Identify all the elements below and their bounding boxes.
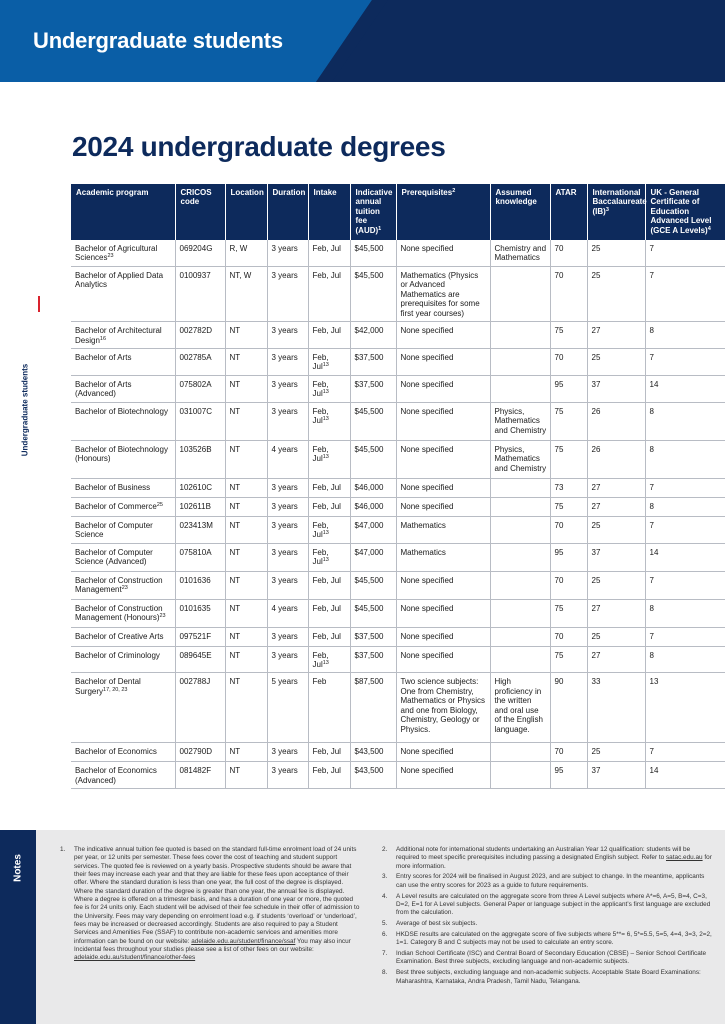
cell-fee: $45,500: [350, 571, 396, 599]
cell-intake: Feb, Jul$^{13}$: [308, 348, 350, 375]
cell-location: NT: [225, 543, 267, 571]
cell-fee: $37,500: [350, 348, 396, 375]
column-header: Assumed knowledge: [490, 184, 550, 240]
cell-prerequisites: None specified: [396, 762, 490, 789]
table-row: [71, 743, 725, 762]
cell-ib: 37: [587, 762, 645, 789]
table-row: [71, 543, 725, 571]
cell-duration: 3 years: [267, 266, 308, 321]
cell-prerequisites: None specified: [396, 402, 490, 440]
cell-ib: 25: [587, 266, 645, 321]
cell-gce: 14: [645, 543, 725, 571]
cell-ib: 25: [587, 627, 645, 646]
cell-fee: $47,000: [350, 516, 396, 543]
cell-ib: 27: [587, 478, 645, 497]
cell-ib: 27: [587, 322, 645, 349]
header-banner: [0, 0, 725, 82]
cell-duration: 3 years: [267, 646, 308, 673]
cell-atar: 95: [550, 543, 587, 571]
cell-intake: Feb, Jul$^{13}$: [308, 543, 350, 571]
footnote-ref: 17, 20, 23: [103, 686, 128, 693]
note-link[interactable]: adelaide.edu.au/student/finance/other-fees: [74, 954, 196, 962]
cell-atar: 95: [550, 762, 587, 789]
note-text: Indian School Certificate (ISC) and Central Board of Secondary Education (CBSE) – Senior School Certificate Examination. Best three subjects, excluding language and non-academic subjects.: [396, 950, 707, 966]
cell-duration: 3 years: [267, 322, 308, 349]
table-row: [71, 240, 725, 266]
cell-prerequisites: Two science subjects: One from Chemistry, Mathematics or Physics and one from Biology, Chemistry, Geology or Physics.: [396, 673, 490, 743]
cell-duration: 4 years: [267, 440, 308, 478]
cell-cricos-code: 102610C: [175, 478, 225, 497]
footnote-ref: 13: [322, 660, 329, 666]
footnote-ref: 16: [99, 335, 107, 342]
cell-fee: $45,500: [350, 440, 396, 478]
cell-program: Bachelor of Arts (Advanced): [71, 375, 175, 402]
cell-fee: $47,000: [350, 543, 396, 571]
note-link[interactable]: adelaide.edu.au/student/finance/ssaf: [191, 937, 296, 945]
cell-intake: Feb, Jul: [308, 743, 350, 762]
cell-duration: 3 years: [267, 743, 308, 762]
cell-program: Bachelor of Business: [71, 478, 175, 497]
cell-location: NT: [225, 322, 267, 349]
note-number: 3.: [382, 873, 388, 881]
cell-location: NT: [225, 762, 267, 789]
cell-location: NT: [225, 348, 267, 375]
note-item: [382, 846, 712, 871]
cell-ib: 27: [587, 599, 645, 627]
note-number: 1.: [60, 846, 66, 853]
cell-atar: 90: [550, 673, 587, 743]
cell-prerequisites: Mathematics: [396, 543, 490, 571]
footnote-ref: 13: [322, 362, 329, 369]
cell-program: Bachelor of Construction Management$^{23}$: [71, 571, 175, 599]
cell-gce: 7: [645, 266, 725, 321]
cell-assumed-knowledge: [490, 599, 550, 627]
cell-ib: 26: [587, 402, 645, 440]
column-header: Location: [225, 184, 267, 240]
footnote-ref: 13: [322, 454, 329, 461]
column-header: Prerequisites$^2$: [396, 184, 490, 240]
footnote-ref: 1: [378, 225, 382, 232]
cell-duration: 3 years: [267, 571, 308, 599]
footnote-ref: 23: [159, 613, 166, 619]
column-header: International Baccalaureate (IB)$^3$: [587, 184, 645, 240]
note-text: HKDSE results are calculated on the aggregate score of five subjects where 5**= 6, 5*=5.5, 5=5, 4=4, 3=3, 2=2, 1=1. Category B and C subjects may not be used to calculate an entry score.: [396, 930, 712, 947]
cell-cricos-code: 002782D: [175, 322, 225, 349]
cell-ib: 25: [587, 240, 645, 266]
cell-program: Bachelor of Computer Science (Advanced): [71, 543, 175, 571]
cell-atar: 75: [550, 402, 587, 440]
cell-intake: Feb, Jul: [308, 478, 350, 497]
cell-atar: 70: [550, 627, 587, 646]
cell-prerequisites: None specified: [396, 599, 490, 627]
cell-assumed-knowledge: [490, 743, 550, 762]
cell-atar: 75: [550, 599, 587, 627]
cell-location: NT: [225, 402, 267, 440]
cell-assumed-knowledge: [490, 646, 550, 673]
cell-fee: $42,000: [350, 322, 396, 349]
footnote-ref: 25: [156, 501, 163, 508]
cell-cricos-code: 0101636: [175, 571, 225, 599]
cell-fee: $45,500: [350, 599, 396, 627]
table-row: [71, 322, 725, 349]
cell-cricos-code: 002790D: [175, 743, 225, 762]
cell-program: Bachelor of Criminology: [71, 646, 175, 673]
cell-duration: 3 years: [267, 497, 308, 516]
cell-assumed-knowledge: Physics, Mathematics and Chemistry: [490, 440, 550, 478]
cell-cricos-code: 075802A: [175, 375, 225, 402]
cell-gce: 7: [645, 743, 725, 762]
cell-location: NT: [225, 743, 267, 762]
cell-intake: Feb, Jul$^{13}$: [308, 402, 350, 440]
cell-ib: 25: [587, 743, 645, 762]
cell-fee: $46,000: [350, 478, 396, 497]
column-header: Indicative annual tuition fee (AUD)$^1$: [350, 184, 396, 240]
cell-location: R, W: [225, 240, 267, 266]
footnote-ref: 13: [322, 416, 329, 423]
cell-prerequisites: None specified: [396, 348, 490, 375]
cell-ib: 37: [587, 375, 645, 402]
table-row: [71, 440, 725, 478]
cell-prerequisites: None specified: [396, 440, 490, 478]
cell-gce: 7: [645, 240, 725, 266]
cell-gce: 8: [645, 599, 725, 627]
cell-assumed-knowledge: High proficiency in the written and oral use of the English language.: [490, 673, 550, 743]
cell-program: Bachelor of Architectural Design$^{16}$: [71, 322, 175, 349]
cell-assumed-knowledge: [490, 497, 550, 516]
cell-assumed-knowledge: [490, 322, 550, 349]
note-number: 6.: [382, 930, 388, 938]
column-header: CRICOS code: [175, 184, 225, 240]
cell-prerequisites: None specified: [396, 478, 490, 497]
note-text: A Level results are calculated on the aggregate score from three A Level subjects where A*=6, A=5, B=4, C=3, D=2, E=1 for A Level subjects. General Paper or language subject in the applicant’s first language are excluded from the calculation.: [396, 892, 711, 917]
table-row: [71, 348, 725, 375]
cell-cricos-code: 081482F: [175, 762, 225, 789]
degrees-table: [71, 184, 725, 789]
table-row: [71, 673, 725, 743]
footnote-ref: 13: [322, 530, 329, 537]
notes-left-column: [60, 846, 360, 965]
note-number: 2.: [382, 846, 388, 853]
cell-program: Bachelor of Arts: [71, 348, 175, 375]
cell-intake: Feb, Jul: [308, 762, 350, 789]
cell-location: NT: [225, 497, 267, 516]
cell-cricos-code: 002788J: [175, 673, 225, 743]
note-item: [382, 920, 712, 928]
cell-duration: 3 years: [267, 375, 308, 402]
footnote-ref: 2: [452, 188, 456, 194]
note-text: Average of best six subjects.: [396, 920, 478, 928]
cell-duration: 4 years: [267, 599, 308, 627]
cell-prerequisites: None specified: [396, 743, 490, 762]
cell-program: Bachelor of Creative Arts: [71, 627, 175, 646]
cell-duration: 3 years: [267, 402, 308, 440]
cell-location: NT: [225, 440, 267, 478]
table-row: [71, 266, 725, 321]
cell-gce: 7: [645, 348, 725, 375]
note-item: [382, 893, 712, 918]
table-row: [71, 646, 725, 673]
note-number: 7.: [382, 950, 388, 958]
cell-atar: 75: [550, 497, 587, 516]
table-row: [71, 599, 725, 627]
column-header: UK - General Certificate of Education Advanced Level (GCE A Levels)$^4$: [645, 184, 725, 240]
cell-prerequisites: None specified: [396, 375, 490, 402]
cell-program: Bachelor of Applied Data Analytics: [71, 266, 175, 321]
cell-location: NT: [225, 478, 267, 497]
cell-prerequisites: None specified: [396, 322, 490, 349]
cell-location: NT: [225, 375, 267, 402]
cell-fee: $43,500: [350, 762, 396, 789]
cell-cricos-code: 031007C: [175, 402, 225, 440]
table-row: [71, 516, 725, 543]
cell-gce: 8: [645, 402, 725, 440]
footnote-ref: 23: [107, 253, 114, 260]
note-text: Additional note for international students undertaking an Australian Year 12 qualification: students will be required to meet specific prerequisites including passing a designated English subject. Refer to satac.edu.au for more information.: [396, 846, 712, 870]
footnote-ref: 23: [121, 585, 128, 591]
cell-fee: $37,500: [350, 375, 396, 402]
cell-assumed-knowledge: [490, 516, 550, 543]
cell-intake: Feb, Jul$^{13}$: [308, 646, 350, 673]
notes-right-column: [382, 846, 712, 988]
cell-assumed-knowledge: Physics, Mathematics and Chemistry: [490, 402, 550, 440]
cell-prerequisites: Mathematics: [396, 516, 490, 543]
table-row: [71, 402, 725, 440]
cell-intake: Feb, Jul$^{13}$: [308, 375, 350, 402]
cell-intake: Feb: [308, 673, 350, 743]
cell-intake: Feb, Jul: [308, 266, 350, 321]
cell-assumed-knowledge: [490, 348, 550, 375]
cell-gce: 8: [645, 646, 725, 673]
cell-assumed-knowledge: [490, 266, 550, 321]
cell-intake: Feb, Jul$^{13}$: [308, 440, 350, 478]
notes-tab: Notes: [0, 830, 36, 1024]
cell-program: Bachelor of Computer Science: [71, 516, 175, 543]
cell-ib: 37: [587, 543, 645, 571]
cell-gce: 14: [645, 375, 725, 402]
cell-duration: 3 years: [267, 762, 308, 789]
table-row: [71, 627, 725, 646]
cell-gce: 7: [645, 627, 725, 646]
table-header-row: [71, 184, 725, 240]
column-header: Duration: [267, 184, 308, 240]
note-text: Best three subjects, excluding language and non-academic subjects. Acceptable State Board Examinations: Maharashtra, Karnataka, Andra Pradesh, Tamil Nadu, Telangana.: [396, 969, 701, 985]
note-number: 4.: [382, 892, 388, 900]
cell-program: Bachelor of Dental Surgery$^{17, 20, 23}$: [71, 673, 175, 743]
column-header: Intake: [308, 184, 350, 240]
cell-assumed-knowledge: [490, 762, 550, 789]
cell-gce: 7: [645, 478, 725, 497]
cell-assumed-knowledge: [490, 543, 550, 571]
cell-fee: $43,500: [350, 743, 396, 762]
cell-location: NT: [225, 571, 267, 599]
footnote-ref: 4: [707, 225, 711, 232]
cell-assumed-knowledge: Chemistry and Mathematics: [490, 240, 550, 266]
cell-gce: 8: [645, 322, 725, 349]
cell-cricos-code: 102611B: [175, 497, 225, 516]
cell-gce: 8: [645, 440, 725, 478]
cell-gce: 7: [645, 516, 725, 543]
cell-intake: Feb, Jul: [308, 240, 350, 266]
table-row: [71, 478, 725, 497]
cell-program: Bachelor of Biotechnology (Honours): [71, 440, 175, 478]
cell-prerequisites: None specified: [396, 571, 490, 599]
cell-prerequisites: None specified: [396, 497, 490, 516]
cell-assumed-knowledge: [490, 571, 550, 599]
note-number: 5.: [382, 920, 388, 928]
cell-duration: 3 years: [267, 240, 308, 266]
note-text: Entry scores for 2024 will be finalised in August 2023, and are subject to change. In the meantime, applicants can use the entry scores for 2023 as a guide to future requirements.: [396, 873, 705, 889]
cell-ib: 27: [587, 497, 645, 516]
column-header: ATAR: [550, 184, 587, 240]
cell-assumed-knowledge: [490, 375, 550, 402]
cell-cricos-code: 069204G: [175, 240, 225, 266]
cell-fee: $87,500: [350, 673, 396, 743]
cell-fee: $37,500: [350, 627, 396, 646]
cell-gce: 8: [645, 497, 725, 516]
note-text: The indicative annual tuition fee quoted is based on the standard full-time enrolment load of 24 units per year, or 12 units per semester. These fees cover the cost of teaching and student support services. The quoted fee is reviewed on a yearly basis. Prospective students should be aware that their fees may increase each year and that they are liable for these fees upon acceptance of their offer. Where the standard duration is less than one year, the full cost of the degree is displayed. Where the standard duration of the degree is greater than one year, the annual fee is displayed. Where a degree is offered on a trimester basis, and has a duration of one year or more, the quoted fee is for 24 units only. Each student will be advised of their fee schedule in their offer of admission to the University. Fees may vary depending on enrolment load e.g. if students ‘overload’ or ‘underload’, fees may be increased or decreased accordingly. Students are also required to pay a Student Services and Amenities Fee (SSAF) to contribute non-academic services and amenities more information can be found on our website: adelaide.edu.au/student/finance/ssaf You may also incur Incidental fees throughout your studies please see a list of other fees on our website: adelaide.edu.au/student/finance/other-fees: [74, 846, 360, 962]
note-item: [382, 873, 712, 890]
cell-cricos-code: 089645E: [175, 646, 225, 673]
footnote-ref: 3: [605, 206, 609, 213]
cell-intake: Feb, Jul: [308, 571, 350, 599]
cell-location: NT: [225, 516, 267, 543]
cell-program: Bachelor of Economics: [71, 743, 175, 762]
cell-prerequisites: None specified: [396, 646, 490, 673]
cell-atar: 70: [550, 571, 587, 599]
cell-gce: 14: [645, 762, 725, 789]
note-link[interactable]: satac.edu.au: [665, 854, 703, 862]
cell-cricos-code: 0101635: [175, 599, 225, 627]
cell-prerequisites: None specified: [396, 627, 490, 646]
cell-location: NT: [225, 673, 267, 743]
table-row: [71, 762, 725, 789]
cell-gce: 13: [645, 673, 725, 743]
cell-cricos-code: 002785A: [175, 348, 225, 375]
note-item: [60, 846, 360, 963]
cell-duration: 3 years: [267, 516, 308, 543]
cell-ib: 27: [587, 646, 645, 673]
cell-intake: Feb, Jul: [308, 497, 350, 516]
cell-duration: 3 years: [267, 627, 308, 646]
banner-title: Undergraduate students: [33, 28, 283, 53]
cell-ib: 25: [587, 516, 645, 543]
cell-cricos-code: 097521F: [175, 627, 225, 646]
page-title: 2024 undergraduate degrees: [72, 131, 446, 162]
cell-ib: 26: [587, 440, 645, 478]
cell-atar: 75: [550, 440, 587, 478]
cell-duration: 5 years: [267, 673, 308, 743]
cell-assumed-knowledge: [490, 627, 550, 646]
column-header: Academic program: [71, 184, 175, 240]
cell-location: NT: [225, 599, 267, 627]
cell-cricos-code: 075810A: [175, 543, 225, 571]
cell-program: Bachelor of Construction Management (Honours)$^{23}$: [71, 599, 175, 627]
cell-ib: 25: [587, 571, 645, 599]
cell-program: Bachelor of Economics (Advanced): [71, 762, 175, 789]
note-item: [382, 950, 712, 967]
cell-intake: Feb, Jul: [308, 599, 350, 627]
cell-location: NT: [225, 627, 267, 646]
cell-prerequisites: Mathematics (Physics or Advanced Mathematics are prerequisites for some first year courses): [396, 266, 490, 321]
cell-atar: 75: [550, 322, 587, 349]
table-body: [71, 240, 725, 789]
cell-fee: $45,500: [350, 240, 396, 266]
footnote-ref: 13: [322, 389, 329, 396]
cell-atar: 95: [550, 375, 587, 402]
cell-atar: 70: [550, 348, 587, 375]
cell-duration: 3 years: [267, 348, 308, 375]
cell-fee: $37,500: [350, 646, 396, 673]
cell-atar: 70: [550, 266, 587, 321]
cell-atar: 70: [550, 516, 587, 543]
cell-intake: Feb, Jul: [308, 322, 350, 349]
cell-atar: 70: [550, 743, 587, 762]
cell-location: NT: [225, 646, 267, 673]
cell-location: NT, W: [225, 266, 267, 321]
cell-duration: 3 years: [267, 478, 308, 497]
cell-intake: Feb, Jul: [308, 627, 350, 646]
cell-atar: 75: [550, 646, 587, 673]
cell-gce: 7: [645, 571, 725, 599]
cell-fee: $45,500: [350, 266, 396, 321]
note-item: [382, 969, 712, 986]
note-item: [382, 931, 712, 948]
side-accent-bar: [38, 296, 40, 312]
cell-ib: 33: [587, 673, 645, 743]
note-number: 8.: [382, 969, 388, 977]
cell-program: Bachelor of Biotechnology: [71, 402, 175, 440]
cell-atar: 73: [550, 478, 587, 497]
footnote-ref: 13: [322, 557, 329, 563]
cell-cricos-code: 0100937: [175, 266, 225, 321]
table-row: [71, 571, 725, 599]
cell-program: Bachelor of Commerce$^{25}$: [71, 497, 175, 516]
cell-fee: $46,000: [350, 497, 396, 516]
cell-program: Bachelor of Agricultural Sciences$^{23}$: [71, 240, 175, 266]
cell-assumed-knowledge: [490, 478, 550, 497]
cell-atar: 70: [550, 240, 587, 266]
cell-cricos-code: 103526B: [175, 440, 225, 478]
table-row: [71, 497, 725, 516]
cell-ib: 25: [587, 348, 645, 375]
cell-fee: $45,500: [350, 402, 396, 440]
cell-cricos-code: 023413M: [175, 516, 225, 543]
cell-duration: 3 years: [267, 543, 308, 571]
cell-intake: Feb, Jul$^{13}$: [308, 516, 350, 543]
cell-prerequisites: None specified: [396, 240, 490, 266]
table-row: [71, 375, 725, 402]
